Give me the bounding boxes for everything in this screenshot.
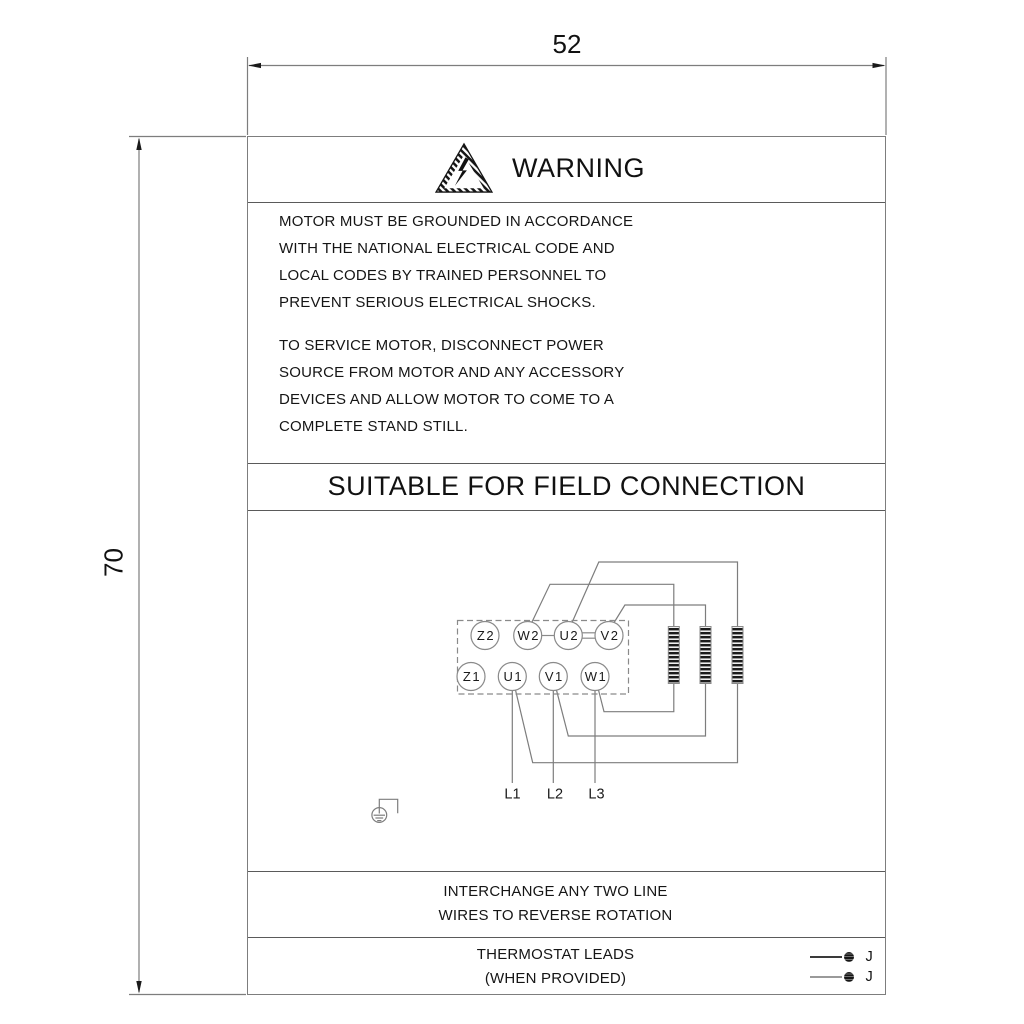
terminal-label: W1 (584, 669, 608, 685)
dimension-arrow-down-icon (136, 981, 141, 994)
warning-header (248, 137, 885, 202)
thermostat-lead (810, 951, 873, 963)
dimension-arrow-up-icon (136, 138, 141, 151)
lead-terminal-bead-icon (844, 972, 854, 982)
terminal-label: Z2 (476, 628, 496, 644)
terminal-label: V1 (544, 669, 564, 685)
line-label-l3: L3 (588, 786, 605, 803)
lead-wire (810, 976, 842, 978)
note-line: (WHEN PROVIDED) (484, 969, 627, 987)
paragraph-line: COMPLETE STAND STILL. (279, 418, 468, 435)
height-dimension (129, 137, 246, 995)
service-warning-paragraph (279, 332, 624, 440)
paragraph-line: PREVENT SERIOUS ELECTRICAL SHOCKS. (279, 294, 596, 311)
thermostat-leads-note (248, 937, 885, 996)
lead-wire (810, 956, 842, 958)
dimension-arrow-left-icon (248, 63, 261, 68)
rotation-reversal-note (248, 871, 885, 937)
width-dimension (248, 57, 887, 135)
warning-triangle-icon (434, 142, 494, 194)
dimension-width-value: 52 (552, 29, 582, 59)
lead-label: J (865, 969, 873, 985)
line-label-l2: L2 (546, 786, 564, 803)
terminal-label: U1 (503, 669, 524, 685)
section-divider (248, 202, 885, 203)
paragraph-line: SOURCE FROM MOTOR AND ANY ACCESSORY (279, 364, 625, 381)
paragraph-line: WITH THE NATIONAL ELECTRICAL CODE AND (279, 240, 615, 257)
terminal-label: W2 (517, 628, 540, 644)
thermostat-lead (810, 971, 873, 983)
note-line: WIRES TO REVERSE ROTATION (438, 907, 673, 924)
field-connection-title: SUITABLE FOR FIELD CONNECTION (327, 471, 806, 501)
warning-title: WARNING (512, 153, 645, 183)
paragraph-line: TO SERVICE MOTOR, DISCONNECT POWER (279, 337, 604, 354)
paragraph-line: DEVICES AND ALLOW MOTOR TO COME TO A (279, 391, 615, 408)
section-divider (248, 510, 885, 511)
paragraph-line: MOTOR MUST BE GROUNDED IN ACCORDANCE (279, 213, 634, 230)
terminal-label: Z1 (462, 669, 482, 685)
grounding-warning-paragraph (279, 208, 633, 316)
lead-terminal-bead-icon (844, 952, 854, 962)
note-line: THERMOSTAT LEADS (476, 945, 635, 963)
note-line: INTERCHANGE ANY TWO LINE (443, 883, 668, 900)
label-outline (247, 136, 886, 995)
terminal-label: U2 (559, 628, 580, 644)
dimension-height-value: 70 (98, 548, 129, 577)
paragraph-line: LOCAL CODES BY TRAINED PERSONNEL TO (279, 267, 607, 284)
line-label-l1: L1 (504, 786, 521, 803)
terminal-label: V2 (600, 628, 620, 644)
lead-label: J (865, 949, 873, 965)
dimension-arrow-right-icon (873, 63, 886, 68)
